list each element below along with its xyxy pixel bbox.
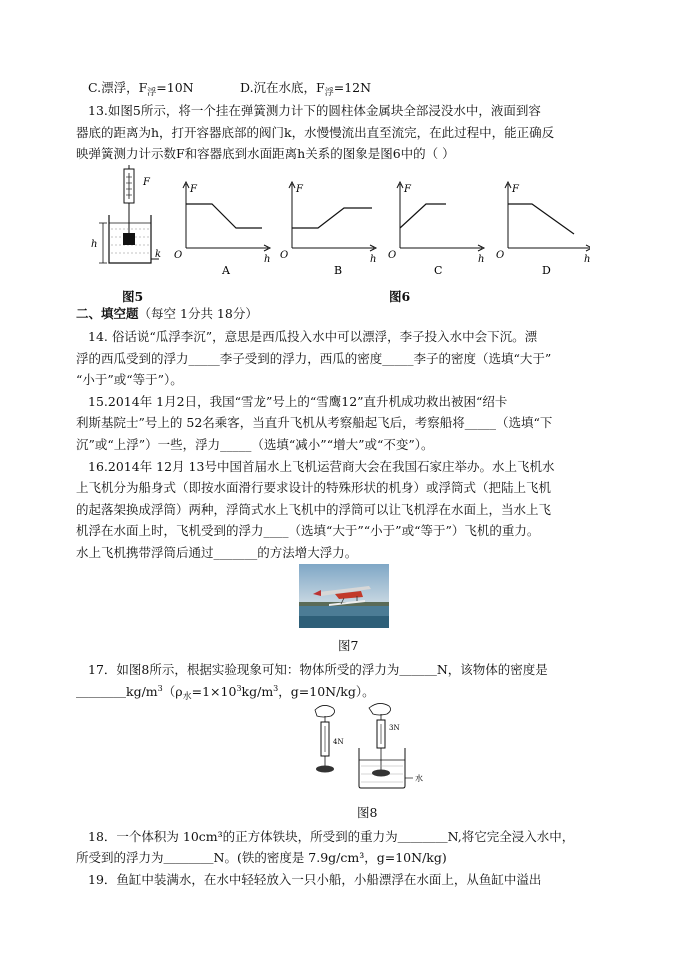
q14-line-1: 14. 俗话说“瓜浮李沉”，意思是西瓜投入水中可以漂浮，李子投入水中会下沉。漂: [88, 329, 538, 344]
graph-c-line: [400, 204, 446, 228]
graph-d: [496, 182, 590, 277]
section-2-heading: [76, 306, 258, 322]
metal-block: [123, 233, 135, 245]
graph-a-label: A: [222, 264, 230, 277]
figure-8-experiment: [295, 702, 435, 790]
graph-d-label: D: [542, 264, 551, 277]
graph-b: [280, 182, 376, 277]
graph-a-f-label: F: [190, 184, 197, 195]
graph-c-o-label: O: [388, 250, 397, 261]
graph-c-label: C: [434, 264, 443, 277]
fig5-label-h: h: [91, 239, 98, 250]
q16-line-4: 机浮在水面上时，飞机受到的浮力____（选填“大于”“小于”或“等于”）飞机的重力。: [76, 523, 540, 538]
q16-line-2: 上飞机分为船身式（即按水面滑行要求设计的特殊形状的机身）或浮筒式（把陆上飞机: [76, 480, 552, 495]
graph-b-o-label: O: [280, 250, 289, 261]
submerged-object: [372, 770, 390, 777]
q12-option-c: C.漂浮，$F_浮=10N$: [88, 80, 194, 98]
q15-line-2: 利斯基院士”号上的 52名乘客，当直升飞机从考察船起飞后，考察船将_____（选填“下: [76, 415, 553, 430]
left-object: [316, 766, 334, 773]
graph-c-h-label: h: [478, 254, 485, 265]
graph-a-line: [186, 204, 262, 228]
figure-7-caption: 图7: [338, 638, 359, 653]
graph-c-f-label: F: [404, 184, 411, 195]
left-hand: [315, 705, 335, 717]
graph-b-h-label: h: [370, 254, 377, 265]
water-label: 水: [415, 774, 423, 783]
graph-a-o-label: O: [174, 250, 183, 261]
q18-line-2: 所受到的浮力为＿＿＿＿N。(铁的密度是 7.9g/cm³，g=10N/kg): [76, 850, 447, 865]
fig5-label-k: k: [155, 249, 162, 260]
q17-line-1: 17．如图8所示，根据实验现象可知：物体所受的浮力为＿＿＿N，该物体的密度是: [88, 662, 548, 677]
graph-b-line: [292, 208, 372, 228]
graph-a-h-label: h: [264, 254, 271, 265]
q14-line-2: 浮的西瓜受到的浮力_____李子受到的浮力，西瓜的密度_____李子的密度（选填“大于”: [76, 351, 552, 366]
figure-5-apparatus: [85, 165, 175, 275]
q16-line-1: 16.2014年 12月 13号中国首届水上飞机运营商大会在我国石家庄举办。水上飞机水: [88, 459, 555, 474]
q16-line-3: 的起落架换成浮筒）两种，浮筒式水上飞机中的浮筒可以让飞机浮在水面上，当水上飞: [76, 502, 552, 517]
figure-7-seaplane-photo: [299, 564, 389, 628]
figure-8-caption: 图8: [357, 805, 378, 820]
q15-line-3: 沉”或“上浮”）一些，浮力_____（选填“减小”“增大”或“不变”）。: [76, 437, 434, 452]
graph-d-line: [508, 204, 574, 234]
right-scale-reading: 3N: [389, 724, 400, 732]
q13-line-3: 映弹簧测力计示数F和容器底到水面距离h关系的图象是图6中的（ ）: [76, 146, 455, 161]
section-2-title: 二、填空题: [76, 306, 139, 321]
q18-line-1: 18．一个体积为 10cm³的正方体铁块，所受到的重力为＿＿＿＿N,将它完全浸入水中，: [88, 829, 575, 844]
graph-d-h-label: h: [584, 254, 590, 265]
q13-line-1: 13.如图5所示，将一个挂在弹簧测力计下的圆柱体金属块全部浸没水中，液面到容: [88, 103, 541, 118]
right-hand: [369, 703, 391, 715]
q17-line-2: $\_\_\_\_kg/m^3(\rho_水=1\times 10^3kg/m^3$，g=10N/kg）。: [76, 684, 375, 702]
graph-a: [174, 182, 270, 277]
fig5-label-f: F: [143, 177, 150, 188]
section-2-note: （每空 1分共 18分）: [138, 306, 258, 321]
graph-b-f-label: F: [296, 184, 303, 195]
graph-c: [388, 182, 484, 277]
figure-6-caption: 图6: [389, 289, 411, 304]
figure-5-caption: 图5: [122, 289, 144, 304]
q12-option-d: D.沉在水底，$F_浮=12N$: [240, 80, 372, 98]
graph-d-o-label: O: [496, 250, 505, 261]
graph-b-label: B: [334, 264, 343, 277]
graph-d-f-label: F: [512, 184, 519, 195]
figure-6-graphs: [170, 178, 590, 278]
left-scale-reading: 4N: [333, 738, 344, 746]
q19-line-1: 19．鱼缸中装满水，在水中轻轻放入一只小船，小船漂浮在水面上，从鱼缸中溢出: [88, 872, 542, 887]
q14-line-3: “小于”或“等于”）。: [76, 372, 183, 387]
q16-line-5: 水上飞机携带浮筒后通过_______的方法增大浮力。: [76, 545, 358, 560]
q15-line-1: 15.2014年 1月2日，我国“雪龙”号上的“雪鹰12”直升机成功救出被困“绍卡: [88, 394, 508, 409]
q13-line-2: 器底的距离为h，打开容器底部的阀门k，水慢慢流出直至流完，在此过程中，能正确反: [76, 125, 555, 140]
